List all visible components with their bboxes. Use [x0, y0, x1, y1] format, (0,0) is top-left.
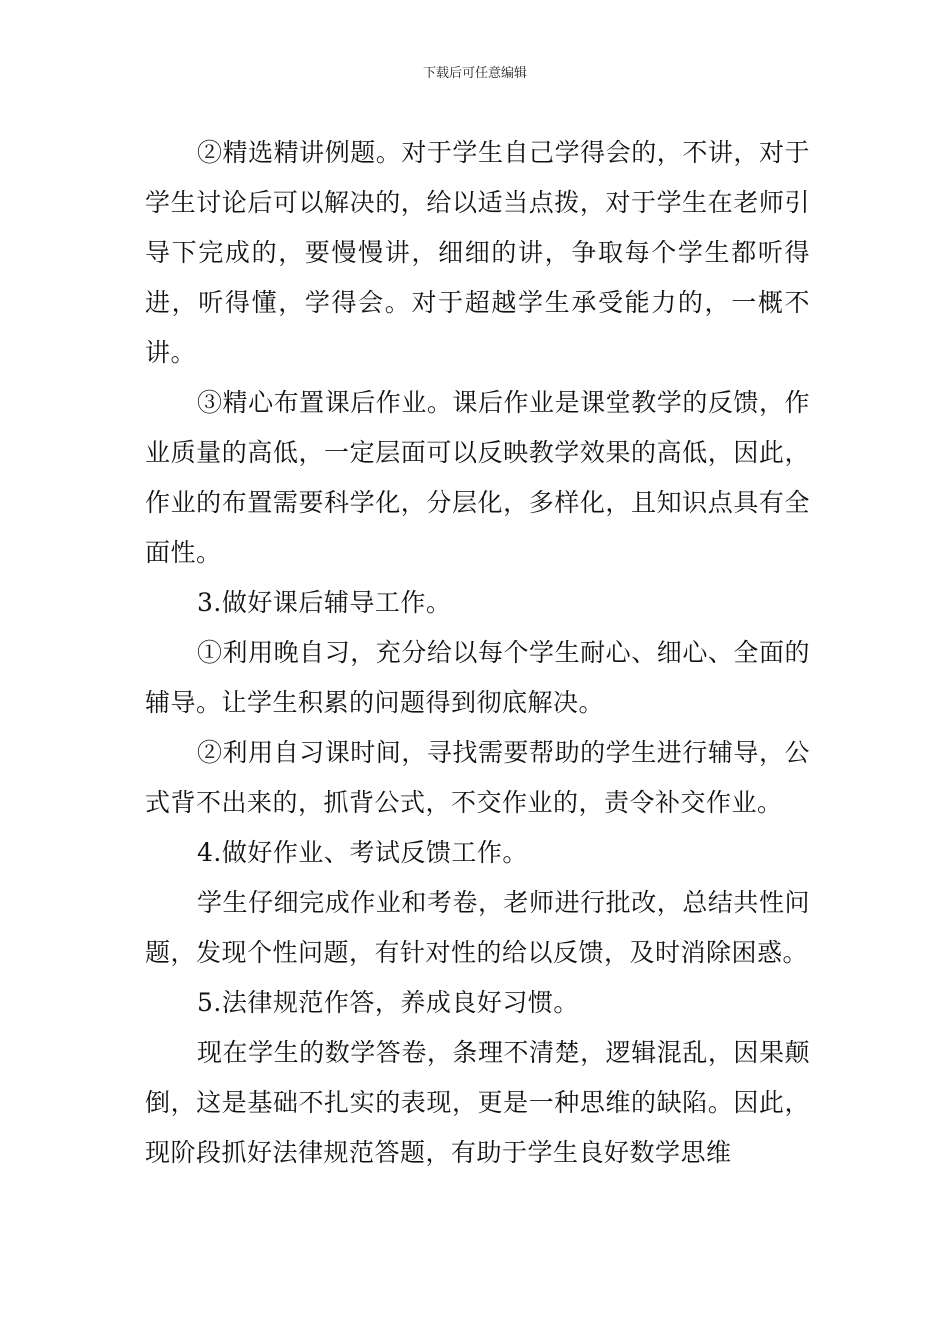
section-heading-after-class-tutoring: 3.做好课后辅导工作。	[197, 588, 452, 617]
paragraph-standard-answers: 现在学生的数学答卷，条理不清楚，逻辑混乱，因果颠倒，这是基础不扎实的表现，更是一种思维的缺陷。因此，现阶段抓好法律规范答题，有助于学生良好数学思维	[145, 1038, 810, 1167]
paragraph-example-selection: ②精选精讲例题。对于学生自己学得会的，不讲，对于学生讨论后可以解决的，给以适当点拨，对于学生在老师引导下完成的，要慢慢讲，细细的讲，争取每个学生都听得进，听得懂，学得会。对于超越学生承受能力的，一概不讲。	[145, 138, 810, 367]
paragraph-evening-self-study: ①利用晚自习，充分给以每个学生耐心、细心、全面的辅导。让学生积累的问题得到彻底解决。	[145, 638, 810, 717]
section-heading-standard-answers: 5.法律规范作答，养成良好习惯。	[197, 988, 579, 1017]
paragraph-self-study-class: ②利用自习课时间，寻找需要帮助的学生进行辅导，公式背不出来的，抓背公式，不交作业的，责令补交作业。	[145, 738, 810, 817]
page-header-note: 下载后可任意编辑	[422, 66, 527, 81]
document-body	[145, 128, 810, 1178]
paragraph-feedback: 学生仔细完成作业和考卷，老师进行批改，总结共性问题，发现个性问题，有针对性的给以反馈，及时消除困惑。	[145, 888, 810, 967]
paragraph-homework-assignment: ③精心布置课后作业。课后作业是课堂教学的反馈，作业质量的高低，一定层面可以反映教学效果的高低，因此，作业的布置需要科学化，分层化，多样化，且知识点具有全面性。	[145, 388, 810, 567]
section-heading-feedback: 4.做好作业、考试反馈工作。	[197, 838, 528, 867]
